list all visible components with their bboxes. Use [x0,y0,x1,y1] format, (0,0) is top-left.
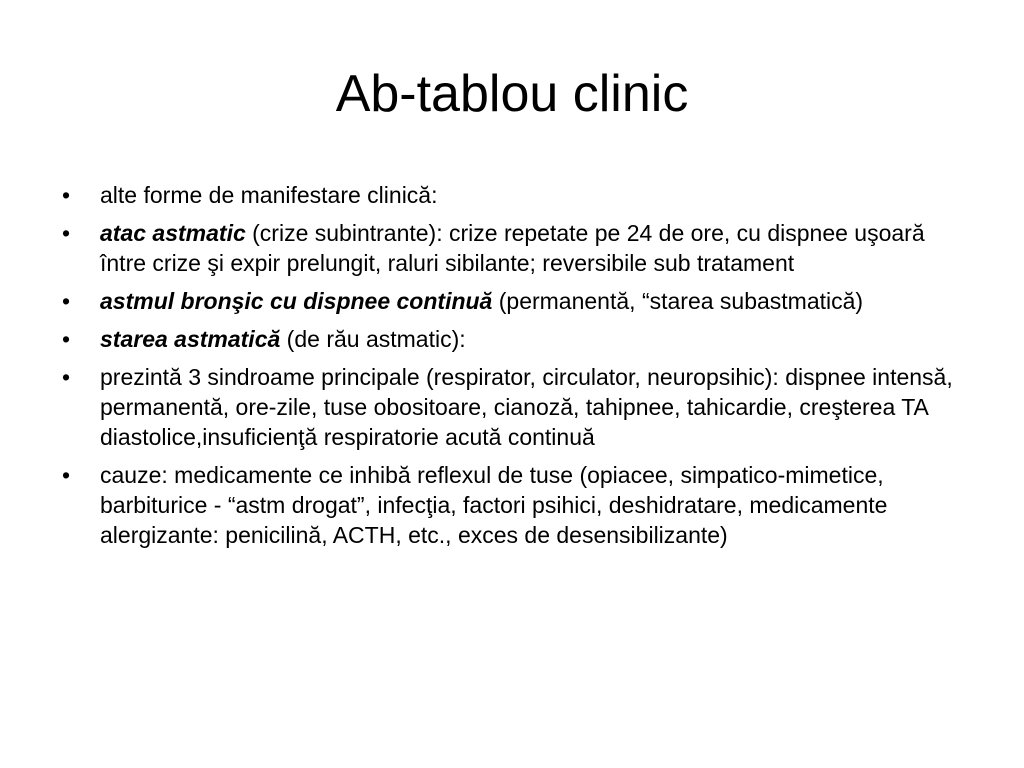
bullet-item [62,286,972,316]
bullet-item [62,460,972,550]
bullet-text: (permanentă, “starea subastmatică) [492,288,864,314]
bullet-item [62,362,972,452]
bullet-text: cauze: medicamente ce inhibă reflexul de tuse (opiacee, simpatico-mimetice, barbiturice - “astm drogat”, infecţia, factori psihici, deshidratare, medicamente alergizante: penicilină, ACTH, etc., exces de desensibilizante) [100,462,888,548]
bullet-text: alte forme de manifestare clinică: [100,182,438,208]
bullet-item [62,218,972,278]
bullet-dot-icon: • [62,326,71,352]
bullet-lead: starea astmatică [100,326,281,352]
bullet-text: (de rău astmatic): [280,326,466,352]
bullet-dot-icon: • [62,364,71,390]
slide-title: Ab-tablou clinic [335,65,689,123]
bullet-dot-icon: • [62,462,71,488]
bullet-lead: atac astmatic [100,220,246,246]
bullet-dot-icon: • [62,220,71,246]
bullet-dot-icon: • [62,288,71,314]
bullet-list [62,180,972,558]
bullet-lead: astmul bronşic cu dispnee continuă [100,288,493,314]
bullet-text: prezintă 3 sindroame principale (respirator, circulator, neuropsihic): dispnee intensă, permanentă, ore-zile, tuse obositoare, cianoză, tahipnee, tahicardie, creşterea TA diastolice,insuficienţă respiratorie acută continuă [100,364,953,450]
bullet-item [62,180,972,210]
bullet-item [62,324,972,354]
bullet-dot-icon: • [62,182,71,208]
bullet-text: (crize subintrante): crize repetate pe 24 de ore, cu dispnee uşoară între crize şi expir prelungit, raluri sibilante; reversibile sub tratament [100,220,925,276]
